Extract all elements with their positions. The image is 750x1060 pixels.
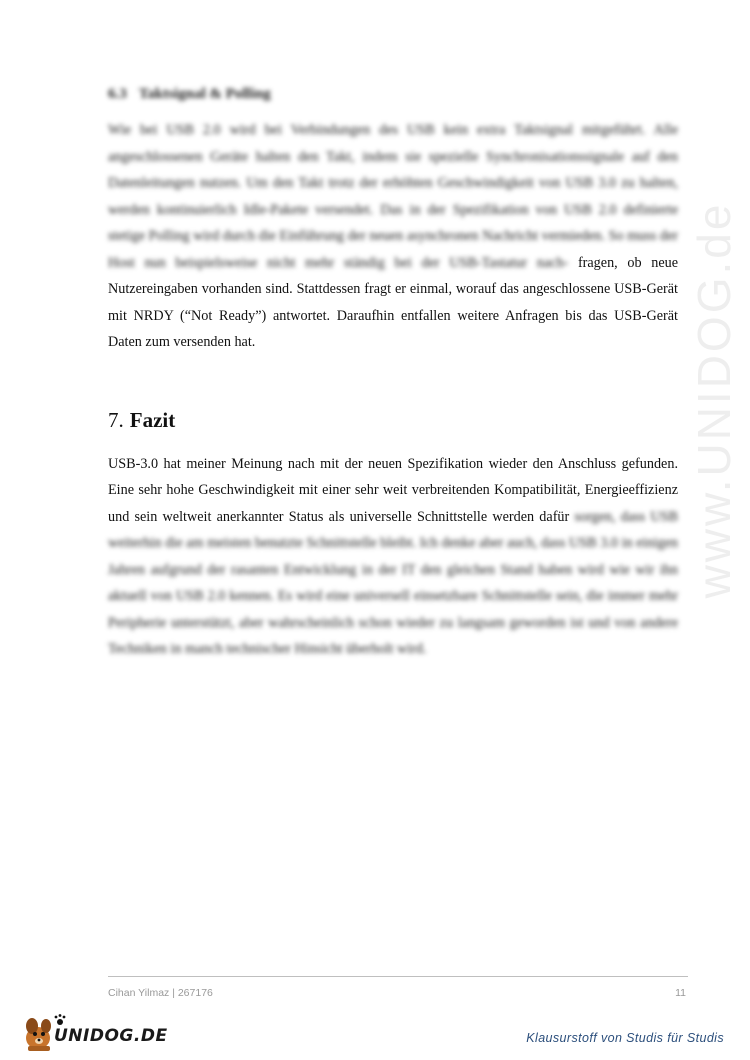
logo-text: UNIDOG.DE [54, 1026, 168, 1046]
dog-mascot-icon [26, 1018, 51, 1051]
fazit-heading [108, 408, 678, 433]
section-heading [108, 86, 678, 103]
paw-icon [55, 1014, 66, 1025]
fazit-visible-text: USB-3.0 hat meiner Meinung nach mit der neuen Spezifikation wieder den Anschluss gefunden. Eine sehr hohe Geschwindigkeit mit einer sehr weit verbreitenden Kompatibilität, Energieeffizienz und sein weltweit anerkannter Status als universelle Schnittstelle werden dafür [108, 455, 678, 525]
page-content [108, 86, 678, 663]
footer-author: Cihan Yilmaz | 267176 [108, 987, 213, 999]
section-paragraph [108, 117, 678, 356]
slogan: Klausurstoff von Studis für Studis [526, 1031, 724, 1045]
fazit-paragraph [108, 451, 678, 663]
page-number: 11 [675, 987, 686, 999]
section-visible-text: fragen, ob neue Nutzereingaben vorhanden sind. Stattdessen fragt er einmal, worauf das angeschlossene USB-Gerät mit NRDY (“Not Ready”) antwortet. Daraufhin entfallen weitere Anfragen bis das USB-Gerät Daten zum versenden hat. [108, 254, 679, 350]
section-number: 6.3 [108, 86, 127, 102]
section-title: Taktsignal & Polling [138, 86, 271, 102]
footer-divider [108, 976, 688, 977]
fazit-blurred-text: sorgen, dass USB weiterhin die am meisten benutzte Schnittstelle bleibt. Ich denke aber auch, dass USB 3.0 in einigen Jahren aufgrund der rasanten Entwicklung in der IT den gleichen Stand haben wird wie wir ihn aktuell von USB 2.0 kennen. Es wird eine universell einsetzbare Schnittstelle sein, die immer mehr Peripherie unterstützt, aber wahrscheinlich schon wieder zu langsam geworden ist und von andere Techniken in manch technischer Hinsicht überholt wird. [108, 508, 678, 657]
fazit-title: Fazit [129, 407, 176, 432]
fazit-number: 7. [108, 407, 124, 432]
watermark-text: www.UNIDOG.de [688, 201, 740, 599]
section-blurred-text: Wie bei USB 2.0 wird bei Verbindungen des USB kein extra Taktsignal mitgeführt. Alle angeschlossenen Geräte halten den Takt, indem sie spezielle Synchronisationssignale auf den Datenleitungen nutzen. Um den Takt trotz der erhöhten Geschwindigkeit von USB 3.0 zu halten, werden kontinuierlich Idle-Pakete versendet. Das in der Spezifikation von USB 2.0 definierte stetige Polling wird durch die Einführung der neuen asynchronen Nachricht vermieden. So muss der Host nun beispielsweise nicht mehr ständig bei der USB-Tastatur nach- [108, 122, 678, 271]
